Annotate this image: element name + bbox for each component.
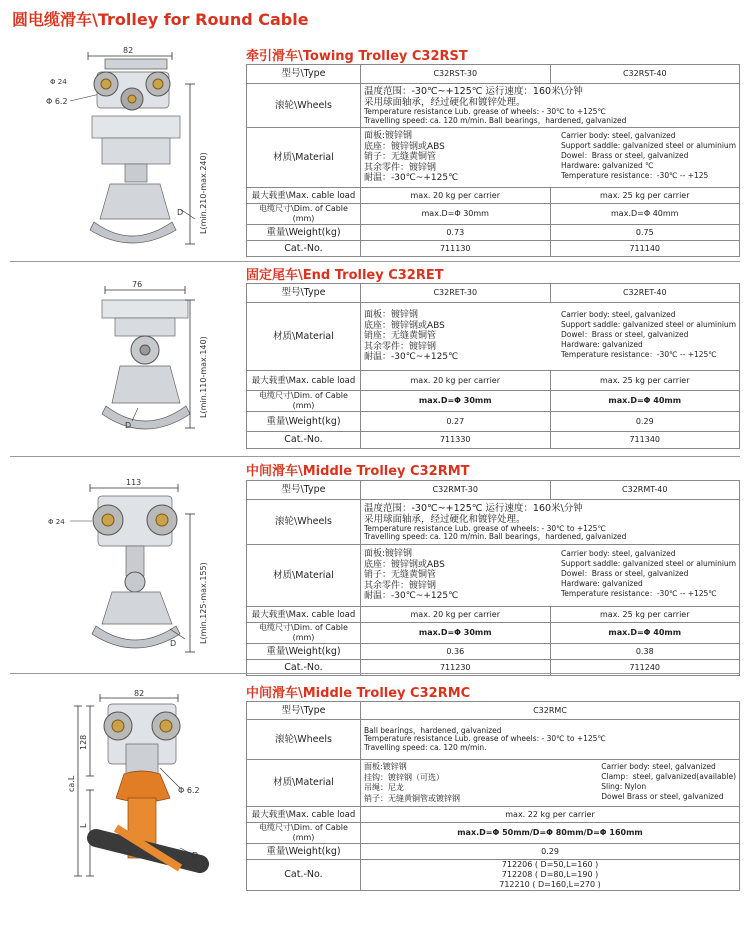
type-value: C32RMT-30: [361, 481, 551, 500]
label-type: 型号\Type: [247, 481, 361, 500]
dim-value: max.D=Φ 30mm: [361, 204, 551, 225]
cat-value: 711130: [361, 241, 551, 257]
label-load: 最大载重\Max. cable load: [247, 807, 361, 823]
wheels-description: 温度范围：-30℃~+125℃ 运行速度：160米\分钟 采用球面轴承，经过硬化和镀锌处理。 Temperature resistance Lub. grease of wheels: - 30℃ to +125℃ Travelling speed: ca. 120 m/min. Ball bearings，hardened, galvanized: [361, 500, 740, 545]
load-value: max. 25 kg per carrier: [550, 607, 740, 623]
label-type: 型号\Type: [247, 284, 361, 303]
label-cat: Cat.-No.: [247, 660, 361, 676]
weight-value: 0.29: [361, 844, 740, 860]
label-material: 材质\Material: [247, 545, 361, 607]
dim-d: D: [177, 208, 184, 217]
cat-value: 711240: [550, 660, 740, 676]
cat-value: 711340: [550, 432, 740, 449]
spec-table-c32rmc: [246, 701, 740, 891]
load-value: max. 20 kg per carrier: [361, 607, 551, 623]
material-description: 面板:镀锌钢 挂钩：镀锌钢（可选） 吊绳：尼龙 销子：无缝黄铜管或镀锌钢 Carrier body: steel, galvanized Clamp：steel, galvanized(available) Sling: Nylon Dowel Brass or steel, galvanized: [361, 760, 740, 807]
wheels-description: 温度范围：-30℃~+125℃ 运行速度：160米\分钟 采用球面轴承，经过硬化和镀锌处理。 Temperature resistance Lub. grease of wheels: - 30℃ to +125℃ Travelling speed: ca. 120 m/min. Ball bearings，hardened, galvanized: [361, 84, 740, 128]
dim-value: max.D=Φ 40mm: [550, 204, 740, 225]
type-value: C32RMT-40: [550, 481, 740, 500]
load-value: max. 25 kg per carrier: [550, 188, 740, 204]
page-title: 圆电缆滑车\Trolley for Round Cable: [12, 10, 309, 29]
label-type: 型号\Type: [247, 65, 361, 84]
type-value: C32RET-30: [361, 284, 551, 303]
section-divider: [10, 261, 740, 262]
dim-d: D: [170, 639, 177, 648]
dim-wheel: Φ 24: [48, 518, 65, 526]
load-value: max. 25 kg per carrier: [550, 371, 740, 391]
label-weight: 重量\Weight(kg): [247, 412, 361, 432]
figure-c32rmt: [20, 474, 220, 664]
spec-table-c32rmt: [246, 480, 740, 676]
label-cat: Cat.-No.: [247, 860, 361, 891]
weight-value: 0.29: [550, 412, 740, 432]
dim-value: max.D=Φ 40mm: [550, 623, 740, 644]
label-material: 材质\Material: [247, 760, 361, 807]
label-dim: 电缆尺寸\Dim. of Cable (mm): [247, 823, 361, 844]
label-wheels: 滚轮\Wheels: [247, 720, 361, 760]
label-cat: Cat.-No.: [247, 241, 361, 257]
material-description: 面板:镀锌钢 底座：镀锌钢或ABS 销子：无缝黄铜管 其余零件：镀锌钢 耐温：-30℃~+125℃ Carrier body: steel, galvanized Support saddle: galvanized steel or aluminium Dowel：Brass or steel, galvanized Hardware: galvanized ℃ Temperature resistance：-30℃ -- +125: [361, 128, 740, 188]
load-value: max. 20 kg per carrier: [361, 188, 551, 204]
label-load: 最大载重\Max. cable load: [247, 188, 361, 204]
weight-value: 0.38: [550, 644, 740, 660]
load-value: max. 20 kg per carrier: [361, 371, 551, 391]
section-title-c32ret: 固定尾车\End Trolley C32RET: [246, 268, 444, 283]
cat-value: 711330: [361, 432, 551, 449]
dim-pin: Φ 6.2: [178, 786, 200, 795]
figure-c32rmc: [20, 688, 220, 888]
weight-value: 0.36: [361, 644, 551, 660]
dim-value: max.D=Φ 30mm: [361, 623, 551, 644]
dim-length: L(min.210-max.240): [199, 152, 208, 234]
label-weight: 重量\Weight(kg): [247, 225, 361, 241]
label-dim: 电缆尺寸\Dim. of Cable (mm): [247, 623, 361, 644]
dim-l: L: [79, 823, 88, 828]
label-material: 材质\Material: [247, 128, 361, 188]
dim-width: 113: [126, 478, 142, 487]
label-load: 最大载重\Max. cable load: [247, 607, 361, 623]
section-title-c32rst: 牵引滑车\Towing Trolley C32RST: [246, 49, 468, 64]
cat-values: 712206 ( D=50,L=160 ) 712208 ( D=80,L=190 ) 712210 ( D=160,L=270 ): [361, 860, 740, 891]
section-title-c32rmc: 中间滑车\Middle Trolley C32RMC: [246, 686, 471, 701]
weight-value: 0.27: [361, 412, 551, 432]
dim-d: D: [192, 851, 199, 860]
dim-width: 82: [123, 46, 134, 55]
dim-width: 76: [132, 280, 143, 289]
weight-value: 0.73: [361, 225, 551, 241]
dim-length: L(min.125-max.155): [199, 562, 208, 644]
label-weight: 重量\Weight(kg): [247, 844, 361, 860]
section-title-c32rmt: 中间滑车\Middle Trolley C32RMT: [246, 464, 470, 479]
figure-c32rst: [20, 44, 220, 254]
dim-width: 82: [134, 689, 145, 698]
type-value: C32RMC: [361, 702, 740, 720]
label-dim: 电缆尺寸\Dim. of Cable (mm): [247, 204, 361, 225]
dim-height: 128: [79, 734, 88, 750]
label-weight: 重量\Weight(kg): [247, 644, 361, 660]
load-value: max. 22 kg per carrier: [361, 807, 740, 823]
material-description: 面板：镀锌钢 底座：镀锌钢或ABS 销座：无缝黄铜管 其余零件：镀锌钢 耐温：-30℃~+125℃ Carrier body: steel, galvanized Support saddle: galvanized steel or aluminium Dowel：Brass or steel, galvanized Hardware: galvanized Temperature resistance：-30℃ -- +125℃: [361, 303, 740, 371]
figure-c32ret: [20, 278, 220, 448]
type-value: C32RST-40: [550, 65, 740, 84]
dim-value: max.D=Φ 30mm: [361, 391, 551, 412]
dim-value: max.D=Φ 50mm/D=Φ 80mm/D=Φ 160mm: [361, 823, 740, 844]
type-value: C32RET-40: [550, 284, 740, 303]
dim-length: L(min.110-max.140): [199, 336, 208, 418]
cat-value: 711140: [550, 241, 740, 257]
label-load: 最大载重\Max. cable load: [247, 371, 361, 391]
spec-table-c32ret: [246, 283, 740, 449]
dim-pin: Φ 6.2: [46, 97, 68, 106]
label-wheels: 滚轮\Wheels: [247, 500, 361, 545]
section-divider: [10, 456, 740, 457]
dim-cal: ca.L: [67, 775, 76, 792]
weight-value: 0.75: [550, 225, 740, 241]
label-wheels: 滚轮\Wheels: [247, 84, 361, 128]
dim-value: max.D=Φ 40mm: [550, 391, 740, 412]
dim-wheel: Φ 24: [50, 78, 67, 86]
label-material: 材质\Material: [247, 303, 361, 371]
spec-table-c32rst: [246, 64, 740, 257]
type-value: C32RST-30: [361, 65, 551, 84]
label-dim: 电缆尺寸\Dim. of Cable (mm): [247, 391, 361, 412]
label-cat: Cat.-No.: [247, 432, 361, 449]
label-type: 型号\Type: [247, 702, 361, 720]
material-description: 面板:镀锌钢 底座：镀锌钢或ABS 销子：无缝黄铜管 其余零件：镀锌钢 耐温：-30℃~+125℃ Carrier body: steel, galvanized Support saddle: galvanized steel or aluminium Dowel：Brass or steel, galvanized Hardware: galvanized Temperature resistance：-30℃ -- +125℃: [361, 545, 740, 607]
wheels-description: Ball bearings，hardened, galvanized Temperature resistance Lub. grease of wheels: - 30℃ to +125℃ Travelling speed: ca. 120 m/min.: [361, 720, 740, 760]
section-divider: [10, 673, 740, 674]
dim-d: D: [125, 421, 132, 430]
cat-value: 711230: [361, 660, 551, 676]
